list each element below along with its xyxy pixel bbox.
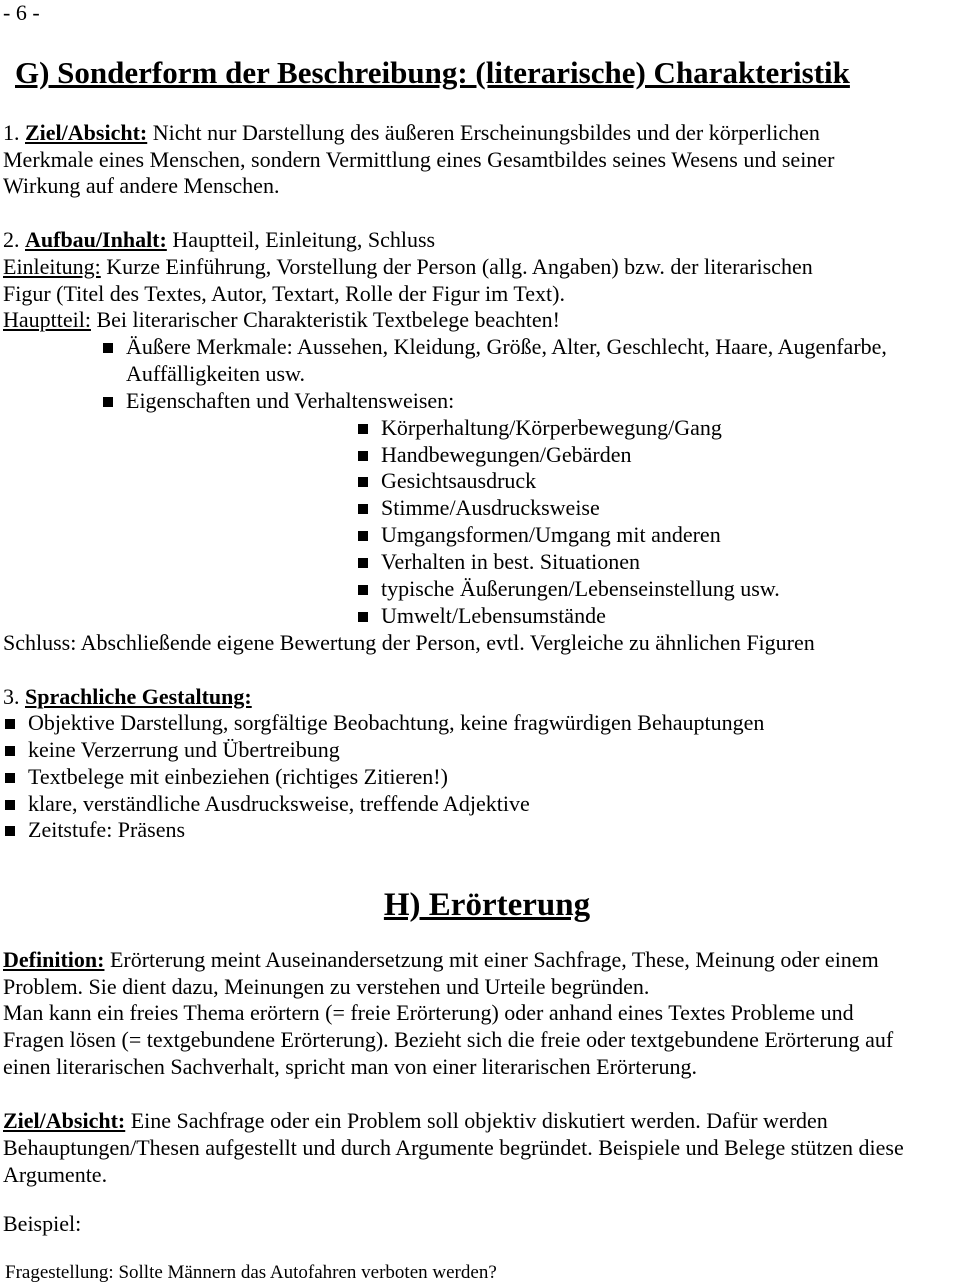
intro-line2: Figur (Titel des Textes, Autor, Textart, Rolle der Figur im Text). [3,281,565,306]
p3-bullet [5,737,340,763]
page-number: - 6 - [3,0,40,25]
section-h-title: H) Erörterung [383,887,591,923]
bullet-text: klare, verständliche Ausdrucksweise, treffende Adjektive [28,791,530,816]
p2-text: Hauptteil, Einleitung, Schluss [166,227,436,252]
aim-line1 [3,1108,828,1134]
section-g-title: G) Sonderform der Beschreibung: (literarische) Charakteristik [15,55,850,90]
bullet-text: Objektive Darstellung, sorgfältige Beobachtung, keine fragwürdigen Behauptungen [28,710,765,735]
sub-bullet [358,495,600,521]
aim-line3: Argumente. [3,1162,108,1187]
bullet-text: keine Verzerrung und Übertreibung [28,737,340,762]
definition-label: Definition: [3,947,105,972]
definition-line3: Man kann ein freies Thema erörtern (= freie Erörterung) oder anhand eines Textes Probleme und [3,1000,854,1025]
bullet-text: Zeitstufe: Präsens [28,817,186,842]
square-bullet-icon [5,826,15,836]
bullet-outer-2 [103,388,454,414]
example-label: Beispiel: [3,1211,82,1236]
square-bullet-icon [358,451,368,461]
p2-line1 [3,227,435,253]
p1-line3: Wirkung auf andere Menschen. [3,173,280,198]
bullet-text: Eigenschaften und Verhaltensweisen: [126,388,455,413]
p3-bullet [5,764,448,790]
p3-number: 3. [3,684,25,709]
bullet-text: Handbewegungen/Gebärden [381,442,632,467]
square-bullet-icon [103,343,113,353]
p1-label: Ziel/Absicht: [25,120,148,145]
square-bullet-icon [358,585,368,595]
aim-text: Eine Sachfrage oder ein Problem soll objektiv diskutiert werden. Dafür werden [125,1108,828,1133]
bullet-outer-1-cont: Auffälligkeiten usw. [126,361,306,386]
sub-bullet [358,549,640,575]
main-label: Hauptteil: [3,307,91,332]
main-text: Bei literarischer Charakteristik Textbelege beachten! [90,307,560,332]
p1-line1 [3,120,820,146]
bullet-text: Umgangsformen/Umgang mit anderen [381,522,721,547]
p3-label: Sprachliche Gestaltung: [25,684,252,709]
square-bullet-icon [358,424,368,434]
intro-line1 [3,254,813,280]
p1-text: Nicht nur Darstellung des äußeren Erscheinungsbildes und der körperlichen [147,120,820,145]
square-bullet-icon [358,504,368,514]
main-line [3,307,560,333]
definition-line2: Problem. Sie dient dazu, Meinungen zu verstehen und Urteile begründen. [3,974,650,999]
bullet-text: Körperhaltung/Körperbewegung/Gang [381,415,722,440]
example-question: Fragestellung: Sollte Männern das Autofahren verboten werden? [5,1262,497,1283]
sub-bullet [358,576,780,602]
conclusion: Schluss: Abschließende eigene Bewertung der Person, evtl. Vergleiche zu ähnlichen Figuren [3,630,815,655]
sub-bullet [358,603,606,629]
p1-number: 1. [3,120,25,145]
aim-label: Ziel/Absicht: [3,1108,126,1133]
definition-text: Erörterung meint Auseinandersetzung mit einer Sachfrage, These, Meinung oder einem [104,947,879,972]
intro-label: Einleitung: [3,254,101,279]
sub-bullet [358,522,721,548]
bullet-text: typische Äußerungen/Lebenseinstellung usw. [381,576,780,601]
square-bullet-icon [358,477,368,487]
intro-text: Kurze Einführung, Vorstellung der Person (allg. Angaben) bzw. der literarischen [100,254,813,279]
sub-bullet [358,415,722,441]
square-bullet-icon [5,773,15,783]
definition-line5: einen literarischen Sachverhalt, spricht man von einer literarischen Erörterung. [3,1054,697,1079]
p2-number: 2. [3,227,25,252]
bullet-text: Gesichtsausdruck [381,468,537,493]
square-bullet-icon [358,531,368,541]
bullet-text: Textbelege mit einbeziehen (richtiges Zitieren!) [28,764,448,789]
square-bullet-icon [5,800,15,810]
p3-heading [3,684,252,710]
aim-line2: Behauptungen/Thesen aufgestellt und durch Argumente begründet. Beispiele und Belege stützen diese [3,1135,904,1160]
p1-line2: Merkmale eines Menschen, sondern Vermittlung eines Gesamtbildes seines Wesens und seiner [3,147,835,172]
square-bullet-icon [358,612,368,622]
bullet-text: Äußere Merkmale: Aussehen, Kleidung, Größe, Alter, Geschlecht, Haare, Augenfarbe, [126,334,887,359]
sub-bullet [358,442,631,468]
bullet-outer-1 [103,334,887,360]
p3-bullet [5,791,530,817]
definition-line1 [3,947,879,973]
p3-bullet [5,710,764,736]
bullet-text: Verhalten in best. Situationen [381,549,641,574]
bullet-text: Stimme/Ausdrucksweise [381,495,600,520]
square-bullet-icon [5,719,15,729]
p2-label: Aufbau/Inhalt: [25,227,167,252]
bullet-text: Umwelt/Lebensumstände [381,603,606,628]
p3-bullet [5,817,185,843]
sub-bullet [358,468,536,494]
definition-line4: Fragen lösen (= textgebundene Erörterung). Bezieht sich die freie oder textgebundene Erörterung auf [3,1027,894,1052]
square-bullet-icon [358,558,368,568]
square-bullet-icon [103,397,113,407]
square-bullet-icon [5,746,15,756]
